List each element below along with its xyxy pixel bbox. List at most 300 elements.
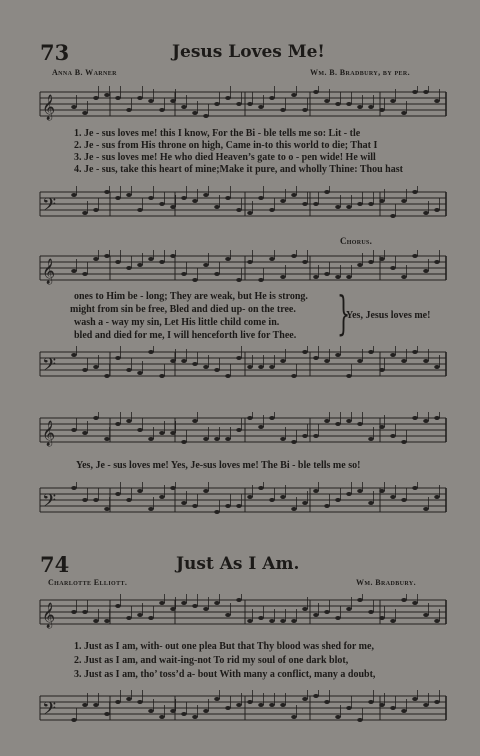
note-head [104, 254, 110, 258]
note-head [82, 431, 88, 435]
note-head [335, 102, 341, 106]
note-head [368, 202, 374, 206]
hymn-73-music-credit: Wm. B. Bradbury, by per. [310, 68, 411, 77]
verse-brace: } [337, 286, 351, 340]
note-head [170, 99, 176, 103]
note-head [126, 108, 132, 112]
note-head [192, 111, 198, 115]
note-head [247, 495, 253, 499]
note-head [280, 199, 286, 203]
note-head [357, 489, 363, 493]
note-head [203, 365, 209, 369]
clef-icon: 𝄞 [42, 259, 56, 284]
note-head [379, 257, 385, 261]
note-head [192, 278, 198, 282]
note-head [280, 703, 286, 707]
note-head [291, 507, 297, 511]
note-head [170, 431, 176, 435]
hymn-74-title: Just As I Am. [176, 554, 300, 574]
note-head [335, 205, 341, 209]
note-head [434, 495, 440, 499]
note-head [71, 610, 77, 614]
note-head [203, 193, 209, 197]
note-head [368, 501, 374, 505]
note-head [346, 205, 352, 209]
note-head [93, 498, 99, 502]
note-head [335, 498, 341, 502]
note-head [148, 350, 154, 354]
note-head [236, 703, 242, 707]
note-head [434, 260, 440, 264]
note-head [236, 278, 242, 282]
chorus-label: Chorus. [340, 236, 373, 246]
note-head [390, 434, 396, 438]
note-head [346, 419, 352, 423]
note-head [423, 90, 429, 94]
note-head [368, 350, 374, 354]
note-head [280, 275, 286, 279]
note-head [346, 706, 352, 710]
note-head [302, 350, 308, 354]
note-head [368, 105, 374, 109]
note-head [104, 507, 110, 511]
note-head [313, 356, 319, 360]
note-head [412, 697, 418, 701]
note-head [225, 96, 231, 100]
note-head [368, 260, 374, 264]
note-head [214, 368, 220, 372]
note-head [115, 700, 121, 704]
note-head [258, 486, 264, 490]
note-head [192, 419, 198, 423]
note-head [247, 260, 253, 264]
note-head [390, 353, 396, 357]
note-head [302, 607, 308, 611]
note-head [335, 616, 341, 620]
verse-2-line-2: might from sin be free, Bled and died up- on the tree. [70, 304, 296, 315]
clef-icon: 𝄢 [42, 491, 57, 516]
note-head [412, 416, 418, 420]
hymn-74-music-credit: Wm. Bradbury. [356, 578, 416, 587]
note-head [379, 199, 385, 203]
note-head [434, 208, 440, 212]
note-head [170, 486, 176, 490]
note-head [181, 440, 187, 444]
note-head [225, 613, 231, 617]
note-head [82, 272, 88, 276]
note-head [159, 601, 165, 605]
note-head [313, 613, 319, 617]
verse-1-line-2: ones to Him be - long; They are weak, but He is strong. [74, 291, 308, 302]
note-head [82, 498, 88, 502]
note-head [291, 93, 297, 97]
note-head [115, 492, 121, 496]
note-head [401, 199, 407, 203]
note-head [313, 694, 319, 698]
note-head [324, 610, 330, 614]
note-head [137, 208, 143, 212]
note-head [181, 105, 187, 109]
note-head [203, 489, 209, 493]
note-head [170, 359, 176, 363]
note-head [181, 501, 187, 505]
note-head [104, 712, 110, 716]
note-head [313, 90, 319, 94]
note-head [203, 437, 209, 441]
note-head [269, 498, 275, 502]
note-head [82, 111, 88, 115]
note-head [390, 266, 396, 270]
hymn-74-verse-3: 3. Just as I am, tho’ toss’d a- bout With many a conflict, many a doubt, [74, 669, 376, 680]
system-1-bass-staff [0, 186, 480, 226]
note-head [280, 495, 286, 499]
note-head [148, 709, 154, 713]
note-head [104, 437, 110, 441]
note-head [258, 365, 264, 369]
note-head [214, 102, 220, 106]
note-head [269, 365, 275, 369]
note-head [247, 700, 253, 704]
note-head [324, 419, 330, 423]
note-head [225, 257, 231, 261]
note-head [214, 697, 220, 701]
note-head [170, 607, 176, 611]
note-head [324, 272, 330, 276]
note-head [115, 356, 121, 360]
note-head [434, 416, 440, 420]
system-2-treble-staff [0, 250, 480, 290]
note-head [137, 428, 143, 432]
note-head [401, 498, 407, 502]
note-head [357, 422, 363, 426]
note-head [126, 697, 132, 701]
note-head [236, 504, 242, 508]
note-head [82, 610, 88, 614]
note-head [82, 368, 88, 372]
note-head [225, 196, 231, 200]
note-head [159, 108, 165, 112]
note-head [126, 368, 132, 372]
clef-icon: 𝄢 [42, 195, 57, 220]
note-head [412, 486, 418, 490]
note-head [71, 486, 77, 490]
note-head [412, 190, 418, 194]
hymn-73-title: Jesus Loves Me! [172, 42, 325, 62]
note-head [137, 96, 143, 100]
note-head [258, 278, 264, 282]
note-head [181, 196, 187, 200]
note-head [269, 96, 275, 100]
note-head [71, 428, 77, 432]
verse-4-line-1: 4. Je - sus, take this heart of mine;Make it pure, and wholly Thine: Thou hast [74, 164, 403, 175]
note-head [291, 254, 297, 258]
clef-icon: 𝄞 [42, 603, 56, 628]
note-head [159, 495, 165, 499]
note-head [423, 419, 429, 423]
note-head [368, 437, 374, 441]
verse-1-line-1: 1. Je - sus loves me! this I know, For the Bi - ble tells me so: Lit - tle [74, 128, 361, 139]
note-head [412, 90, 418, 94]
note-head [225, 374, 231, 378]
note-head [412, 350, 418, 354]
note-head [258, 425, 264, 429]
note-head [313, 202, 319, 206]
note-head [203, 709, 209, 713]
note-head [302, 434, 308, 438]
note-head [247, 365, 253, 369]
note-head [104, 93, 110, 97]
note-head [115, 604, 121, 608]
note-head [313, 489, 319, 493]
note-head [324, 359, 330, 363]
note-head [115, 422, 121, 426]
note-head [159, 374, 165, 378]
note-head [335, 715, 341, 719]
note-head [357, 105, 363, 109]
note-head [390, 706, 396, 710]
note-head [159, 260, 165, 264]
note-head [269, 257, 275, 261]
note-head [247, 102, 253, 106]
note-head [346, 492, 352, 496]
system-2-bass-staff [0, 346, 480, 386]
verse-2-line-1: 2. Je - sus from His throne on high, Came in-to this world to die; That I [74, 140, 378, 151]
note-head [192, 604, 198, 608]
note-head [192, 362, 198, 366]
note-head [368, 610, 374, 614]
note-head [335, 275, 341, 279]
note-head [434, 619, 440, 623]
verse-4-line-2: bled and died for me, I will henceforth live for Thee. [74, 330, 297, 341]
note-head [148, 507, 154, 511]
note-head [93, 96, 99, 100]
note-head [181, 272, 187, 276]
note-head [412, 601, 418, 605]
note-head [379, 489, 385, 493]
note-head [104, 190, 110, 194]
note-head [302, 202, 308, 206]
note-head [115, 196, 121, 200]
note-head [357, 598, 363, 602]
note-head [137, 263, 143, 267]
note-head [258, 703, 264, 707]
note-head [93, 365, 99, 369]
note-head [401, 440, 407, 444]
note-head [423, 211, 429, 215]
note-head [192, 715, 198, 719]
note-head [379, 368, 385, 372]
note-head [93, 257, 99, 261]
note-head [291, 193, 297, 197]
note-head [159, 431, 165, 435]
note-head [335, 353, 341, 357]
note-head [247, 619, 253, 623]
note-head [104, 619, 110, 623]
note-head [225, 504, 231, 508]
note-head [324, 504, 330, 508]
note-head [379, 703, 385, 707]
note-head [346, 607, 352, 611]
note-head [170, 205, 176, 209]
note-head [137, 700, 143, 704]
note-head [357, 718, 363, 722]
note-head [269, 416, 275, 420]
note-head [126, 498, 132, 502]
note-head [181, 712, 187, 716]
note-head [214, 272, 220, 276]
note-head [192, 504, 198, 508]
note-head [93, 208, 99, 212]
note-head [401, 598, 407, 602]
note-head [181, 601, 187, 605]
note-head [93, 619, 99, 623]
hymn-73-number: 73 [40, 40, 70, 65]
clef-icon: 𝄞 [42, 95, 56, 120]
note-head [236, 598, 242, 602]
note-head [313, 275, 319, 279]
note-head [302, 260, 308, 264]
hymn-73-words-credit: Anna B. Warner [52, 68, 117, 77]
note-head [104, 374, 110, 378]
note-head [115, 96, 121, 100]
hymn-74-verse-1: 1. Just as I am, with- out one plea But that Thy blood was shed for me, [74, 641, 374, 652]
note-head [434, 365, 440, 369]
note-head [82, 703, 88, 707]
note-head [71, 718, 77, 722]
clef-icon: 𝄞 [42, 421, 56, 446]
note-head [148, 99, 154, 103]
note-head [82, 211, 88, 215]
note-head [236, 356, 242, 360]
note-head [214, 510, 220, 514]
note-head [214, 601, 220, 605]
note-head [280, 359, 286, 363]
note-head [335, 422, 341, 426]
system-3-treble-staff [0, 412, 480, 452]
note-head [192, 199, 198, 203]
note-head [258, 616, 264, 620]
note-head [126, 419, 132, 423]
note-head [269, 208, 275, 212]
note-head [258, 105, 264, 109]
verse-3-line-1: 3. Je - sus loves me! He who died Heaven’s gate to o - pen wide! He will [74, 152, 376, 163]
note-head [148, 257, 154, 261]
note-head [291, 619, 297, 623]
note-head [181, 359, 187, 363]
chorus-start-text: Yes, Jesus loves me! [346, 310, 431, 321]
note-head [93, 416, 99, 420]
note-head [280, 108, 286, 112]
note-head [357, 359, 363, 363]
note-head [346, 374, 352, 378]
note-head [159, 202, 165, 206]
note-head [324, 190, 330, 194]
hymn-74-bass-staff [0, 690, 480, 730]
note-head [269, 619, 275, 623]
note-head [291, 440, 297, 444]
note-head [203, 114, 209, 118]
note-head [148, 616, 154, 620]
note-head [302, 501, 308, 505]
note-head [379, 425, 385, 429]
note-head [423, 359, 429, 363]
note-head [247, 211, 253, 215]
note-head [368, 700, 374, 704]
note-head [390, 99, 396, 103]
note-head [203, 263, 209, 267]
note-head [390, 495, 396, 499]
note-head [236, 428, 242, 432]
note-head [291, 715, 297, 719]
note-head [148, 437, 154, 441]
note-head [126, 616, 132, 620]
note-head [93, 703, 99, 707]
note-head [170, 709, 176, 713]
clef-icon: 𝄢 [42, 355, 57, 380]
note-head [137, 613, 143, 617]
note-head [137, 489, 143, 493]
note-head [423, 269, 429, 273]
note-head [71, 193, 77, 197]
note-head [390, 214, 396, 218]
note-head [71, 105, 77, 109]
note-head [357, 263, 363, 267]
clef-icon: 𝄢 [42, 699, 57, 724]
verse-3-line-2: wash a - way my sin, Let His little child come in. [74, 317, 280, 328]
note-head [379, 108, 385, 112]
note-head [379, 616, 385, 620]
note-head [357, 202, 363, 206]
hymn-74-words-credit: Charlotte Elliott. [48, 578, 128, 587]
note-head [302, 697, 308, 701]
note-head [170, 254, 176, 258]
note-head [148, 196, 154, 200]
note-head [324, 700, 330, 704]
note-head [313, 434, 319, 438]
note-head [225, 437, 231, 441]
note-head [247, 416, 253, 420]
note-head [302, 108, 308, 112]
note-head [412, 254, 418, 258]
note-head [423, 703, 429, 707]
chorus-lyric-line: Yes, Je - sus loves me! Yes, Je-sus loves me! The Bi - ble tells me so! [76, 460, 361, 471]
note-head [203, 607, 209, 611]
note-head [346, 275, 352, 279]
note-head [401, 111, 407, 115]
hymn-74-number: 74 [40, 552, 70, 577]
note-head [434, 99, 440, 103]
note-head [137, 371, 143, 375]
note-head [291, 374, 297, 378]
note-head [115, 260, 121, 264]
hymn-74-verse-2: 2. Just as I am, and wait-ing-not To rid my soul of one dark blot, [74, 655, 349, 666]
note-head [126, 266, 132, 270]
note-head [423, 507, 429, 511]
note-head [423, 613, 429, 617]
system-1-treble-staff [0, 86, 480, 126]
note-head [236, 208, 242, 212]
note-head [71, 269, 77, 273]
note-head [346, 102, 352, 106]
note-head [258, 196, 264, 200]
note-head [269, 703, 275, 707]
note-head [280, 619, 286, 623]
note-head [71, 353, 77, 357]
note-head [324, 99, 330, 103]
note-head [126, 193, 132, 197]
note-head [401, 359, 407, 363]
note-head [214, 205, 220, 209]
